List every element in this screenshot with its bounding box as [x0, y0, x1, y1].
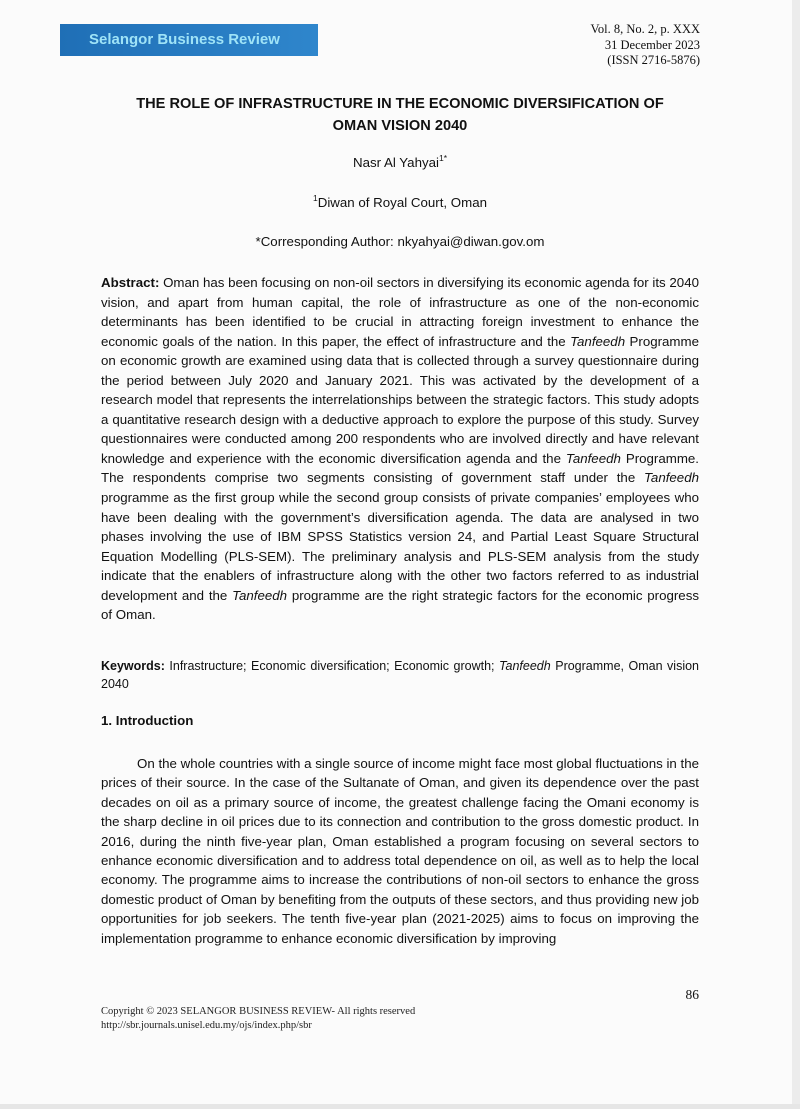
page-edge-bottom: [0, 1104, 800, 1109]
abstract-text-2: Programme on economic growth are examined using data that is collected through a survey questionnaire during the period between July 2020 and January 2021. This was activated by the development of a research model that represents the interrelationships between the strategic factors. This study adopts a quantitative research design with a deductive approach to explore the purpose of this study. Survey questionnaires were conducted among 200 respondents who are involved directly and have relevant knowledge and experience with the economic diversification agenda and the: [101, 333, 699, 466]
keywords: [101, 657, 699, 693]
abstract-text-1: Oman has been focusing on non-oil sectors in diversifying its economic agenda for its 2040 vision, and apart from human capital, the role of infrastructure as one of the non-economic determinants has been identified to be crucial in attracting foreign investment to enhance the economic goals of the nation. In this paper, the effect of infrastructure and the: [101, 275, 699, 349]
introduction-paragraph: On the whole countries with a single source of income might face most global fluctuations in the prices of their source. In the case of the Sultanate of Oman, and given its dependence over the past decades on oil as a primary source of income, the greatest challenge facing the Omani economy is the sharp decline in oil prices due to its connection and contribution to the gross domestic product. In 2016, during the ninth five-year plan, Oman established a program focusing on several sectors to enhance economic diversification and to address total dependence on oil, as well as to help the local economy. The programme aims to increase the contributions of non-oil sectors to enhance the gross domestic product of Oman by benefiting from the outputs of these sectors, and thus providing new job opportunities for job seekers. The tenth five-year plan (2021-2025) aims to focus on improving the implementation programme to enhance economic diversification by improving: [101, 756, 699, 946]
corresponding-author: *Corresponding Author: nkyahyai@diwan.gov.om: [255, 234, 545, 249]
affiliation-text: Diwan of Royal Court, Oman: [317, 195, 487, 210]
affiliation: [60, 195, 740, 210]
issn: (ISSN 2716-5876): [607, 53, 700, 67]
page-edge-right: [792, 0, 800, 1109]
page-footer: [101, 1005, 415, 1033]
paper-title: [60, 93, 740, 137]
journal-banner: Selangor Business Review: [60, 24, 318, 56]
keywords-label: Keywords:: [101, 659, 165, 673]
author-superscript: 1*: [438, 153, 448, 163]
title-line-1: THE ROLE OF INFRASTRUCTURE IN THE ECONOMIC DIVERSIFICATION OF: [136, 96, 664, 112]
abstract-italic-4: Tanfeedh: [232, 587, 288, 603]
page-number: 86: [685, 987, 699, 1002]
abstract-italic-3: Tanfeedh: [644, 470, 699, 486]
abstract-text-5: programme are the right strategic factors for the economic progress of Oman.: [101, 587, 699, 623]
keywords-text-2: Programme, Oman vision 2040: [101, 659, 700, 691]
abstract-italic-1: Tanfeedh: [570, 333, 626, 349]
abstract-italic-2: Tanfeedh: [565, 450, 621, 466]
title-line-2: OMAN VISION 2040: [332, 118, 468, 134]
abstract-text-4: programme as the first group while the second group consists of private companies’ employees who have been dealing with the government’s diversification agenda. The data are analysed in two phases involving the use of IBM SPSS Statistics version 24, and Partial Least Square Structural Equation Modelling (PLS-SEM). The preliminary analysis and PLS-SEM analysis from the study indicate that the enablers of infrastructure along with the other two factors referred to as industrial development and the: [101, 490, 699, 603]
issue-date: 31 December 2023: [604, 37, 700, 52]
section-heading-introduction: 1. Introduction: [101, 713, 194, 728]
affiliation-superscript: 1: [313, 193, 318, 203]
copyright-notice: Copyright © 2023 SELANGOR BUSINESS REVIEW- All rights reserved: [101, 1006, 416, 1017]
abstract: [101, 273, 699, 625]
author: [60, 155, 740, 170]
abstract-text-3: Programme. The respondents comprise two segments consisting of government staff under the: [101, 450, 699, 486]
keywords-italic: Tanfeedh: [499, 659, 551, 673]
volume-info: [591, 22, 701, 69]
volume-issue: Vol. 8, No. 2, p. XXX: [590, 22, 700, 36]
author-name: Nasr Al Yahyai: [352, 155, 439, 170]
keywords-text-1: Infrastructure; Economic diversification; Economic growth;: [164, 659, 500, 673]
abstract-label: Abstract:: [101, 275, 160, 290]
journal-url: http://sbr.journals.unisel.edu.my/ojs/index.php/sbr: [101, 1020, 312, 1031]
